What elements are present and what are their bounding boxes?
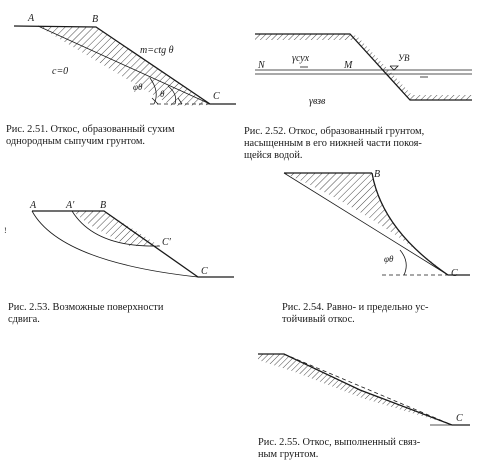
caption-fig-2-54 xyxy=(282,302,428,326)
figure-2-55 xyxy=(258,354,470,425)
caption-line: Рис. 2.54. Равно- и предельно ус- xyxy=(282,302,429,313)
label-m: M xyxy=(344,60,353,71)
label-a: A xyxy=(30,200,37,211)
figure-2-51 xyxy=(14,13,236,106)
caption-fig-2-55 xyxy=(258,437,420,461)
label-c-prime: C′ xyxy=(162,237,171,248)
caption-fig-2-52 xyxy=(244,126,424,162)
arrow-phi xyxy=(152,98,158,104)
label-phi: φθ xyxy=(384,254,394,264)
top-hatch-band xyxy=(255,34,357,40)
label-n: N xyxy=(258,60,265,71)
label-c: C xyxy=(201,266,208,277)
margin-mark: ! xyxy=(4,226,7,235)
caption-line: Рис. 2.51. Откос, образованный сухим xyxy=(6,124,175,135)
caption-line: ным грунтом. xyxy=(258,449,319,460)
figure-2-52 xyxy=(255,34,472,107)
caption-line: тойчивый откос. xyxy=(282,314,355,325)
caption-line: однородным сыпучим грунтом. xyxy=(6,136,145,147)
caption-line: Рис. 2.55. Откос, выполненный связ- xyxy=(258,437,421,448)
label-b: B xyxy=(100,200,107,211)
caption-fig-2-51 xyxy=(6,124,175,148)
label-theta: θ xyxy=(160,89,165,99)
label-c: C xyxy=(456,413,463,424)
label-b: B xyxy=(92,14,99,25)
caption-line: щейся водой. xyxy=(244,150,303,161)
figure-2-54 xyxy=(284,169,470,279)
caption-line: насыщенным в его нижней части покоя- xyxy=(244,138,422,149)
caption-line: сдвига. xyxy=(8,314,40,325)
label-b: B xyxy=(374,169,381,180)
label-phi: φθ xyxy=(133,82,143,92)
label-c: C xyxy=(451,268,458,279)
caption-line: Рис. 2.52. Откос, образованный грунтом, xyxy=(244,126,425,137)
label-m: m=ctg θ xyxy=(140,45,174,56)
label-c: C xyxy=(213,91,220,102)
label-a-prime: A′ xyxy=(66,200,75,211)
label-c0: c=0 xyxy=(52,66,69,77)
caption-line: Рис. 2.53. Возможные поверхности xyxy=(8,302,164,313)
label-a: A xyxy=(28,13,35,24)
label-gamma-suh: γсух xyxy=(292,53,310,64)
caption-fig-2-53 xyxy=(8,302,163,326)
figure-2-53 xyxy=(29,200,234,277)
label-gamma-vzv: γвзв xyxy=(309,96,326,107)
slope-failure-line xyxy=(38,26,210,104)
label-uv: УВ xyxy=(398,53,410,63)
angle-arc xyxy=(400,250,406,275)
dashed-chord xyxy=(284,354,452,425)
water-level-marker xyxy=(390,66,398,70)
slope-hatch-band xyxy=(350,34,472,100)
